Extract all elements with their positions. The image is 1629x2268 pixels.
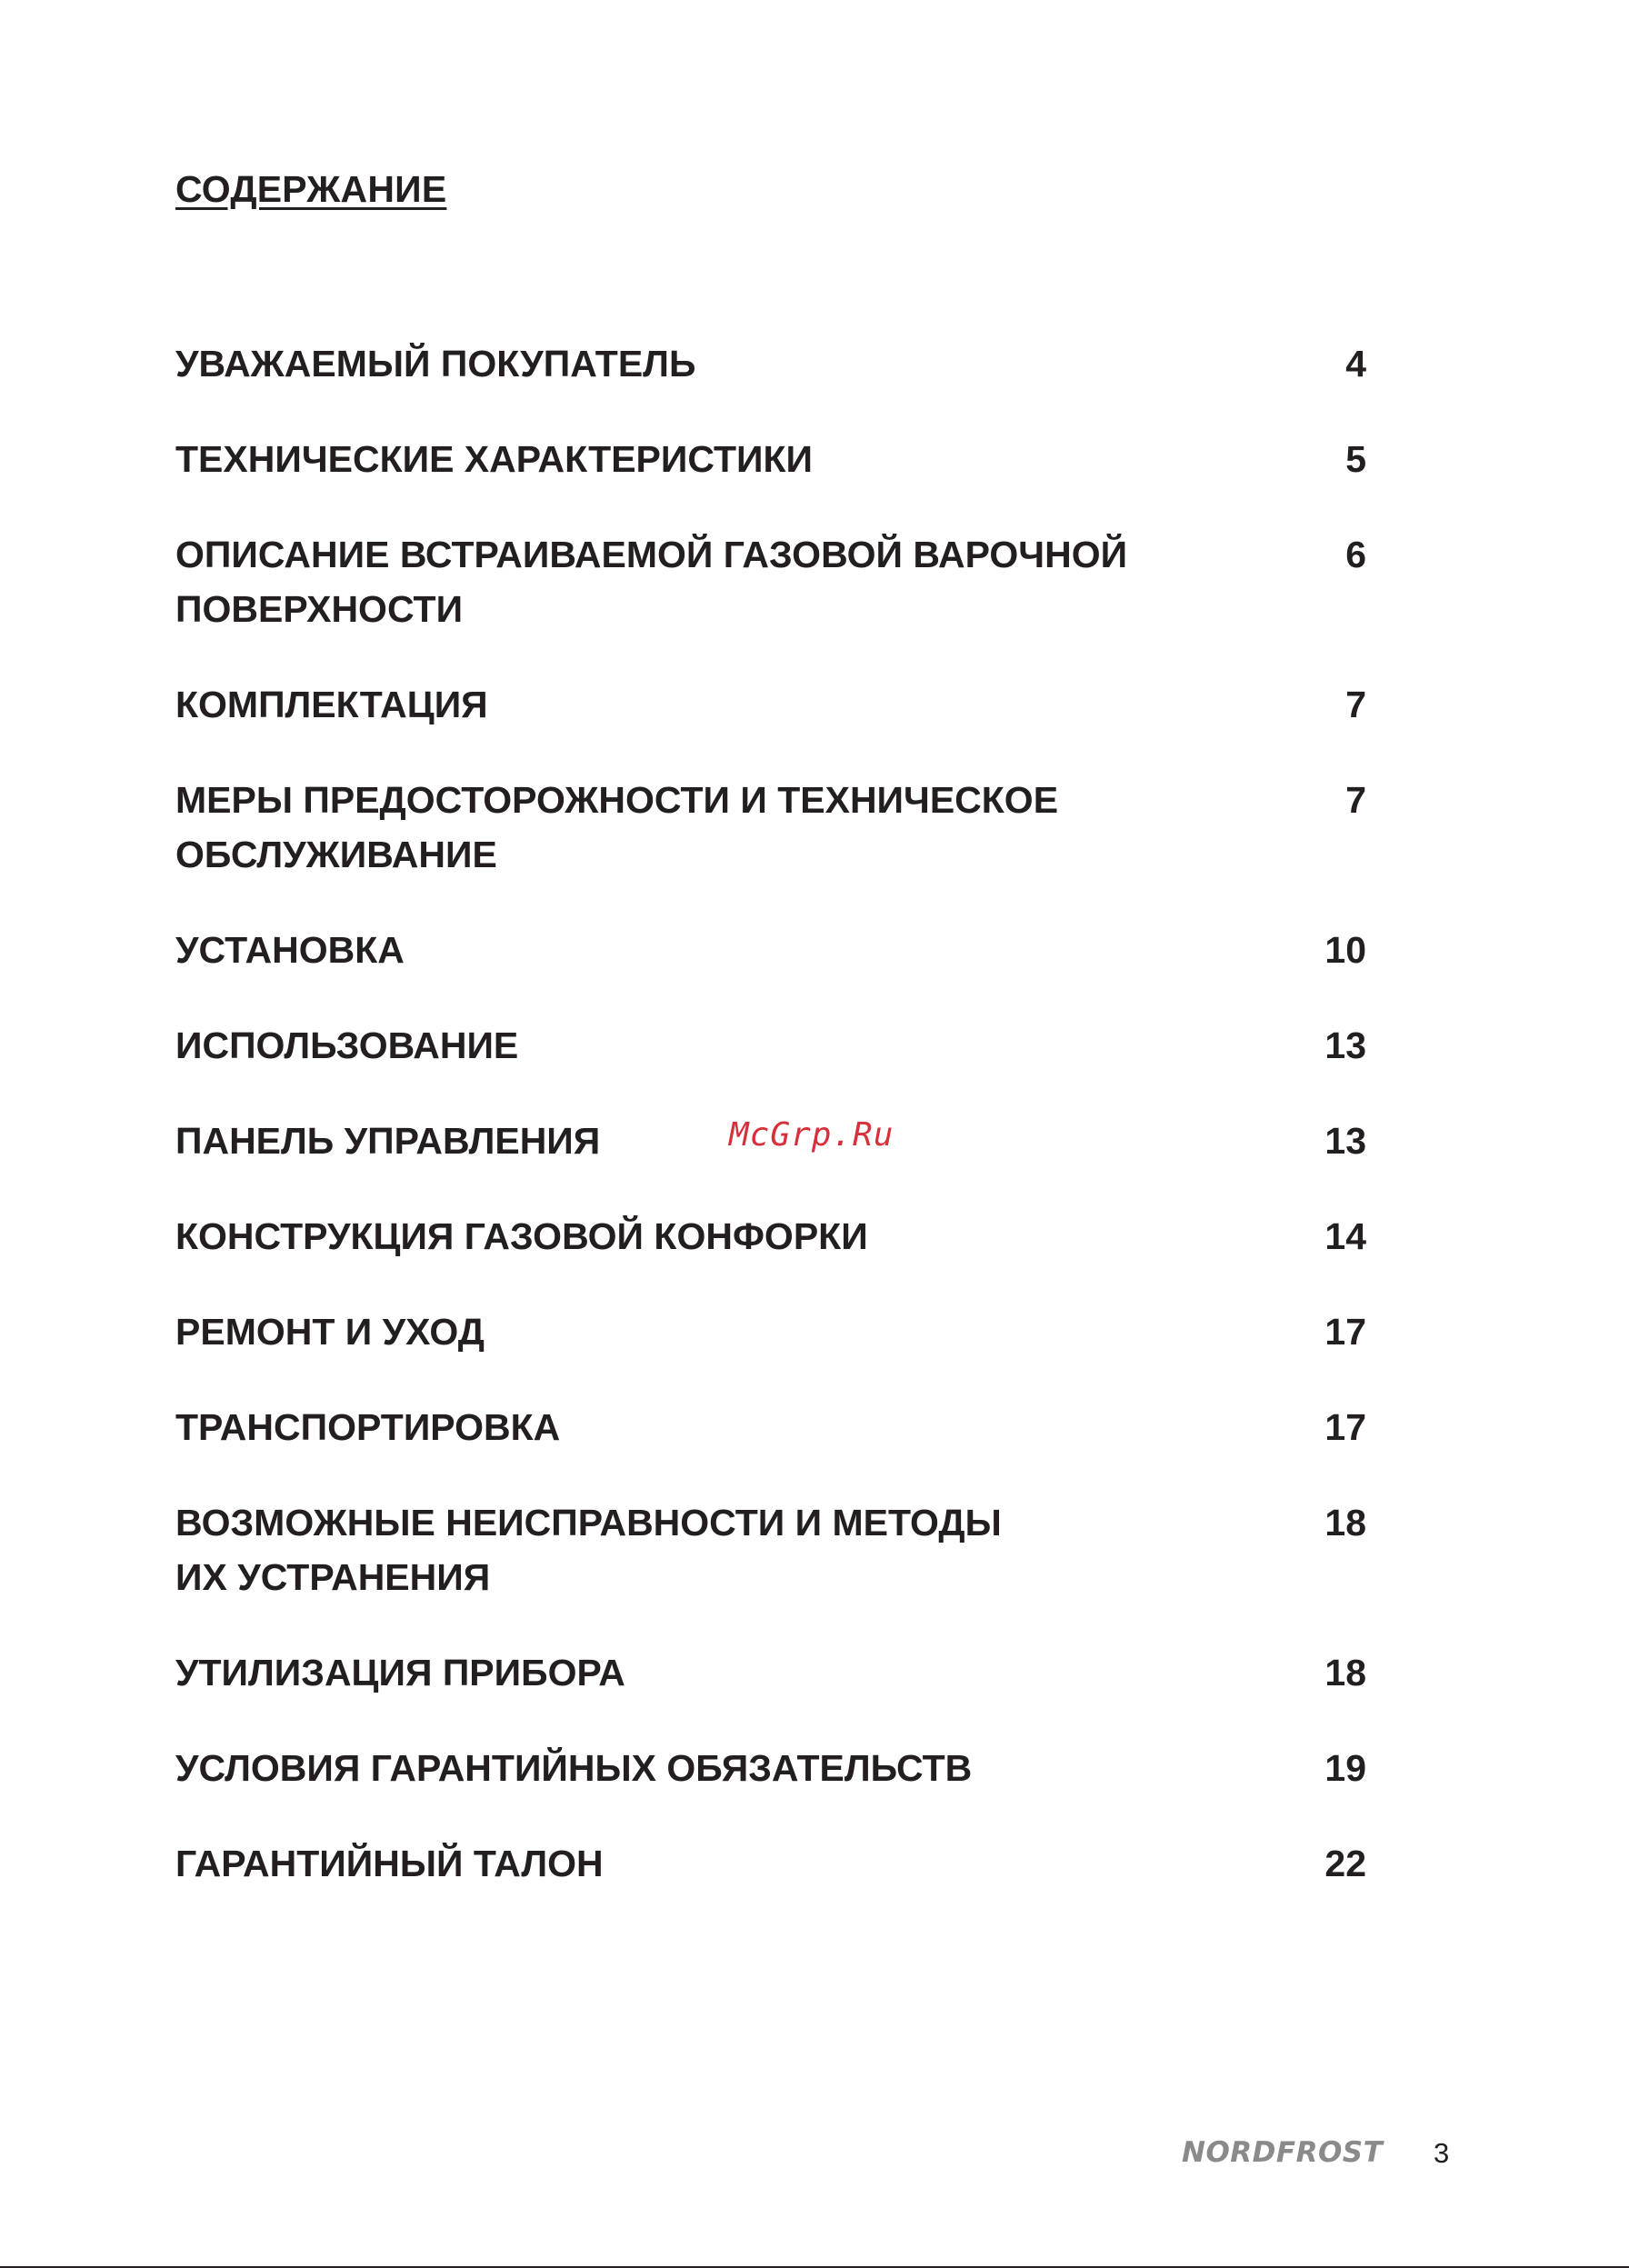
toc-entry-title	[175, 1495, 1157, 1604]
toc-entry-title	[175, 923, 1157, 977]
toc-entry-title-line: ТЕХНИЧЕСКИЕ ХАРАКТЕРИСТИКИ	[175, 438, 813, 480]
toc-entry-page: 18	[1324, 1502, 1366, 1544]
toc-entry-title	[175, 1836, 1157, 1891]
page-number: 3	[1434, 2137, 1450, 2169]
toc-entry-page: 18	[1324, 1652, 1366, 1694]
toc-entry[interactable]	[175, 677, 1366, 732]
toc-entry[interactable]	[175, 527, 1366, 636]
toc-entry[interactable]	[175, 1741, 1366, 1795]
toc-entry-title-line: ВОЗМОЖНЫЕ НЕИСПРАВНОСТИ И МЕТОДЫ	[175, 1502, 1002, 1544]
toc-entry[interactable]	[175, 432, 1366, 486]
toc-entry-title	[175, 527, 1157, 636]
toc-entry-title	[175, 773, 1157, 882]
toc-entry-title	[175, 677, 1157, 732]
page-title: СОДЕРЖАНИЕ	[175, 168, 447, 210]
toc-entry-page: 14	[1324, 1215, 1366, 1257]
toc-entry-page: 10	[1324, 929, 1366, 971]
toc-entry-page: 7	[1345, 684, 1366, 725]
toc-entry[interactable]	[175, 336, 1366, 391]
toc-entry-title-line: ПАНЕЛЬ УПРАВЛЕНИЯ	[175, 1120, 601, 1162]
toc-entry-page: 13	[1324, 1024, 1366, 1066]
toc-entry-title-line: ИСПОЛЬЗОВАНИЕ	[175, 1024, 519, 1066]
toc-entry-title	[175, 1400, 1157, 1454]
toc-entry-title-line: ГАРАНТИЙНЫЙ ТАЛОН	[175, 1843, 604, 1884]
toc-entry-title	[175, 1114, 1157, 1168]
toc-entry-page: 7	[1345, 779, 1366, 821]
toc-entry-title-line: ТРАНСПОРТИРОВКА	[175, 1406, 561, 1448]
toc-entry-title-line: РЕМОНТ И УХОД	[175, 1311, 485, 1353]
watermark: McGrp.Ru	[729, 1116, 894, 1154]
toc-entry-page: 19	[1324, 1747, 1366, 1789]
toc-entry[interactable]	[175, 1209, 1366, 1264]
toc-entry-title-line: ОПИСАНИЕ ВСТРАИВАЕМОЙ ГАЗОВОЙ ВАРОЧНОЙ	[175, 534, 1128, 575]
toc-entry[interactable]	[175, 1018, 1366, 1073]
toc-entry-title-line: УСТАНОВКА	[175, 929, 405, 971]
toc-entry-title-line: ИХ УСТРАНЕНИЯ	[175, 1556, 491, 1598]
toc-entry-title	[175, 1741, 1157, 1795]
toc-entry-title-line: МЕРЫ ПРЕДОСТОРОЖНОСТИ И ТЕХНИЧЕСКОЕ	[175, 779, 1059, 821]
toc-entry[interactable]	[175, 1400, 1366, 1454]
toc-entry[interactable]	[175, 1495, 1366, 1604]
toc-entry[interactable]	[175, 773, 1366, 882]
toc-entry-title	[175, 336, 1157, 391]
toc-entry-title	[175, 1209, 1157, 1264]
toc-entry-title	[175, 432, 1157, 486]
toc-entry-title-line: УСЛОВИЯ ГАРАНТИЙНЫХ ОБЯЗАТЕЛЬСТВ	[175, 1747, 973, 1789]
toc-entry-title-line: ОБСЛУЖИВАНИЕ	[175, 834, 497, 875]
toc-entry-title	[175, 1304, 1157, 1359]
toc-entry-title-line: КОМПЛЕКТАЦИЯ	[175, 684, 488, 725]
toc-entry-title	[175, 1645, 1157, 1700]
toc-entry-page: 6	[1345, 534, 1366, 575]
toc-entry-title-line: УТИЛИЗАЦИЯ ПРИБОРА	[175, 1652, 625, 1694]
toc-entry-page: 17	[1324, 1311, 1366, 1353]
toc-entry[interactable]	[175, 1645, 1366, 1700]
toc-entry-title-line: ПОВЕРХНОСТИ	[175, 588, 464, 630]
toc-entry-page: 4	[1345, 343, 1366, 385]
toc-entry-title-line: УВАЖАЕМЫЙ ПОКУПАТЕЛЬ	[175, 343, 696, 385]
toc-entry-page: 17	[1324, 1406, 1366, 1448]
toc-entry[interactable]	[175, 923, 1366, 977]
toc-entry-page: 5	[1345, 438, 1366, 480]
toc-entry-title-line: КОНСТРУКЦИЯ ГАЗОВОЙ КОНФОРКИ	[175, 1215, 868, 1257]
toc-entry[interactable]	[175, 1836, 1366, 1891]
toc-entry-page: 22	[1324, 1843, 1366, 1884]
brand-logo: NORDFROST	[1182, 2136, 1384, 2169]
toc-entry[interactable]	[175, 1304, 1366, 1359]
toc-entry-page: 13	[1324, 1120, 1366, 1162]
toc-entry-title	[175, 1018, 1157, 1073]
